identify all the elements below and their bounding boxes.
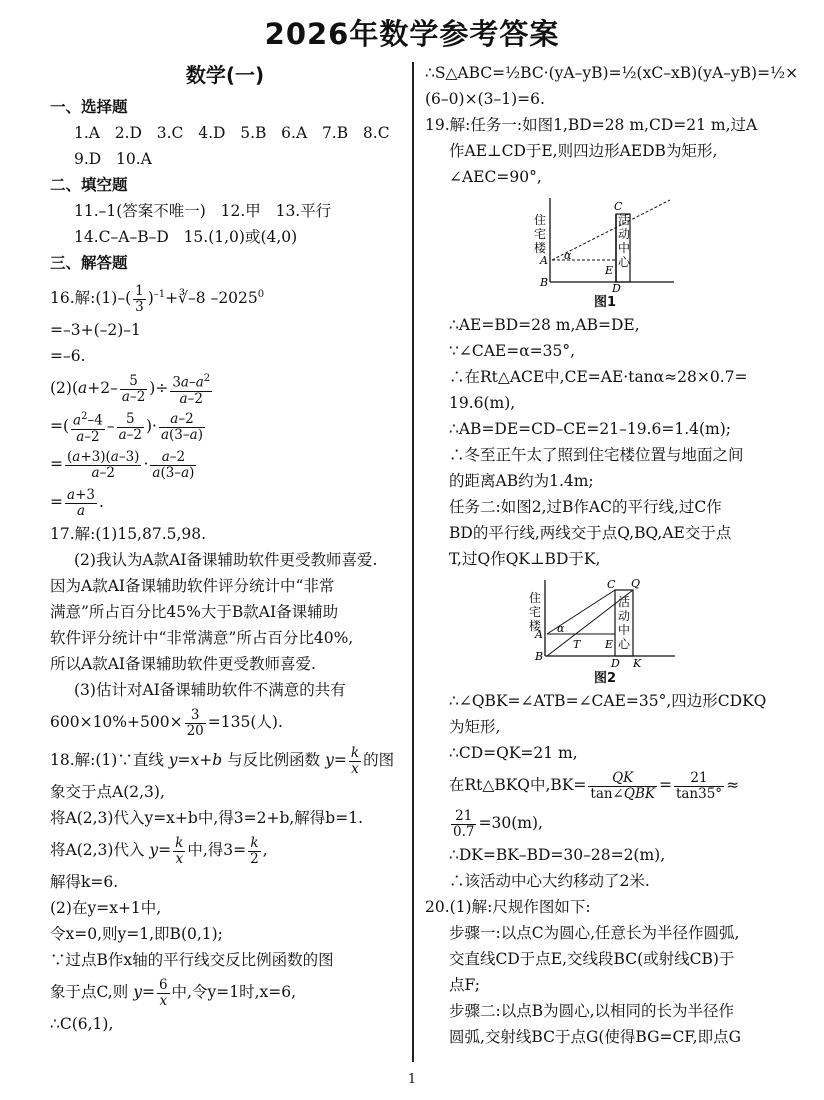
q19-line11: 任务二:如图2,过B作AC的平行线,过C作: [449, 498, 722, 516]
q18-line2: 象交于点A(2,3),: [50, 783, 165, 802]
q18-line8: ∵过点B作x轴的平行线交反比例函数的图: [50, 951, 334, 970]
q19-line3: ∠AEC=90°,: [449, 168, 542, 186]
q17-line1: 17.解:(1)15,87.5,98.: [50, 525, 207, 544]
q19-line7: 19.6(m),: [449, 394, 516, 412]
q18-line4: 将A(2,3)代入 y= $\frac{k}{x}$ 中,得3= $\frac{k}{2}$ ,: [50, 834, 268, 867]
fig2-point-d: D: [611, 657, 620, 668]
answer-14: 14.C–A–B–D: [74, 228, 169, 246]
answer-3: 3.C: [156, 124, 184, 142]
fig2-label-center-3: 中: [618, 623, 631, 637]
q18-line1: 18.解:(1)∵直线 y=x+b 与反比例函数 y= $\frac{k}{x}$ 的图: [50, 744, 395, 777]
q17-line6: 所以A款AI备课辅助软件更受教师喜爱.: [50, 655, 316, 674]
q19-line1: 19.解:任务一:如图1,BD=28 m,CD=21 m,过A: [425, 116, 758, 134]
fig2-point-e: E: [605, 638, 614, 651]
page-title: 2026年数学参考答案: [264, 17, 560, 51]
q19-line2: 作AE⊥CD于E,则四边形AEDB为矩形,: [449, 142, 718, 160]
q19-line5: ∵∠CAE=α=35°,: [449, 342, 576, 360]
answer-12: 12.甲: [220, 202, 261, 220]
section-choice: 一、选择题: [50, 98, 128, 116]
q17-line3: 因为A款AI备课辅助软件评分统计中“非常: [50, 577, 335, 596]
fig2-label-building-3: 楼: [529, 619, 542, 633]
q16-line4: (2)(a+2– $\frac{5}{a-2}$ )÷ $\frac{3a-a^2}{a-2}$: [50, 372, 211, 407]
q19-line19: ∴DK=BK–BD=30–28=2(m),: [449, 846, 666, 864]
fig2-label-center-4: 心: [618, 637, 631, 651]
q18-line9: 象于点C,则 y= $\frac{6}{x}$ 中,令y=1时,x=6,: [50, 976, 297, 1009]
fig1-label-center-2: 动: [618, 227, 631, 241]
fig1-label-building-3: 楼: [534, 241, 547, 255]
q19-line8: ∴AB=DE=CD–CE=21–19.6=1.4(m);: [449, 420, 731, 438]
q16-line2: =–3+(–2)–1: [50, 321, 141, 340]
fig1-point-e: E: [605, 264, 614, 277]
fig1-point-c: C: [614, 200, 623, 213]
answer-15: 15.(1,0)或(4,0): [183, 228, 298, 246]
answer-2: 2.D: [114, 124, 142, 142]
answer-10: 10.A: [116, 150, 152, 168]
q19-line9: ∴冬至正午太了照到住宅楼位置与地面之间: [449, 446, 744, 464]
answer-5: 5.B: [240, 124, 267, 142]
figure-1: [425, 194, 785, 292]
q17-line4: 满意”所占百分比45%大于B款AI备课辅助: [50, 603, 339, 622]
fig2-label-building-1: 住: [529, 591, 542, 605]
q17-line8: 600×10%+500× $\frac{3}{20}$ =135(人).: [50, 706, 283, 739]
fig1-point-b: B: [540, 276, 549, 289]
answer-11: 11.–1(答案不唯一): [74, 202, 206, 220]
left-column: [50, 60, 400, 1037]
fig1-point-a: A: [540, 254, 548, 267]
page-number: 1: [407, 1072, 417, 1087]
q20-line6: 圆弧,交射线BC于点G(使得BG=CF,即点G: [449, 1028, 741, 1046]
fig2-point-t: T: [573, 638, 581, 651]
q18-line5: 解得k=6.: [50, 873, 119, 892]
figure-2-diagram: [525, 576, 685, 668]
answer-8: 8.C: [362, 124, 390, 142]
fig1-label-center-3: 中: [618, 241, 631, 255]
figure-1-caption: 图1: [593, 295, 617, 310]
q20-line2: 步骤一:以点C为圆心,任意长为半径作圆弧,: [449, 924, 740, 942]
answer-13: 13.平行: [275, 202, 332, 220]
figure-2: [425, 576, 785, 668]
q19-line20: ∴该活动中心大约移动了2米.: [449, 872, 650, 890]
q18-line7: 令x=0,则y=1,即B(0,1);: [50, 925, 223, 944]
fig1-angle-alpha: α: [564, 249, 572, 262]
answer-7: 7.B: [321, 124, 349, 142]
fig2-label-center-1: 活: [618, 595, 631, 609]
answer-4: 4.D: [198, 124, 226, 142]
figure-1-diagram: [530, 194, 680, 292]
r-line2: (6–0)×(3–1)=6.: [425, 90, 545, 108]
fig2-point-b: B: [535, 650, 544, 663]
fig2-point-a: A: [535, 628, 543, 641]
q16-line7: = $\frac{a+3}{a}$ .: [50, 486, 104, 519]
fill-answers-row2: [50, 224, 400, 250]
fig1-label-center-4: 心: [618, 255, 631, 269]
q18-line10: ∴C(6,1),: [50, 1015, 114, 1034]
fig1-label-center-1: 活: [618, 213, 631, 227]
fig2-point-q: Q: [631, 577, 641, 590]
q19-line13: T,过Q作QK⊥BD于K,: [449, 550, 601, 568]
fig2-label-center-2: 动: [618, 609, 631, 623]
fill-answers-row1: [50, 198, 400, 224]
q18-line3: 将A(2,3)代入y=x+b中,得3=2+b,解得b=1.: [50, 809, 364, 828]
figure-2-caption: 图2: [593, 671, 617, 686]
q16-line1: 16.解:(1)–( $\frac{1}{3}$ )$^{-1}$+∛–8 –2025$^0$: [50, 282, 265, 315]
q19-line10: 的距离AB约为1.4m;: [449, 472, 594, 490]
choice-answers-row1: [50, 120, 400, 146]
q18-line6: (2)在y=x+1中,: [50, 899, 162, 918]
q16-line5: =( $\frac{a^2-4}{a-2}$ – $\frac{5}{a-2}$ )· $\frac{a-2}{a(3-a)}$: [50, 410, 203, 445]
q19-line15: 为矩形,: [449, 718, 501, 736]
fig1-point-d: D: [612, 282, 621, 292]
fig1-label-building-2: 宅: [534, 227, 547, 241]
q20-line5: 步骤二:以点B为圆心,以相同的长为半径作: [449, 1002, 735, 1020]
fig1-label-building-1: 住: [534, 213, 547, 227]
q16-line3: =–6.: [50, 347, 86, 366]
subtitle: 数学(一): [185, 63, 265, 87]
q19-line16: ∴CD=QK=21 m,: [449, 744, 578, 762]
fig2-point-k: K: [633, 657, 642, 668]
q19-line14: ∴∠QBK=∠ATB=∠CAE=35°,四边形CDKQ: [449, 692, 767, 710]
q19-line12: BD的平行线,两线交于点Q,BQ,AE交于点: [449, 524, 732, 542]
q17-line2: (2)我认为A款AI备课辅助软件更受教师喜爱.: [74, 551, 378, 570]
fig2-point-c: C: [607, 578, 616, 591]
q16-line6: = $\frac{(a+3)(a-3)}{a-2}$ · $\frac{a-2}{a(3-a)}$: [50, 448, 195, 481]
right-column: [425, 60, 799, 1050]
choice-answers-row2: [50, 146, 400, 172]
answer-9: 9.D: [74, 150, 102, 168]
section-solve: 三、解答题: [50, 254, 128, 272]
q17-line5: 软件评分统计中“非常满意”所占百分比40%,: [50, 629, 354, 648]
q19-line18: $\frac{21}{0.7}$ =30(m),: [453, 807, 543, 840]
q19-line6: ∴在Rt△ACE中,CE=AE·tanα≈28×0.7=: [449, 368, 748, 386]
q20-line3: 交直线CD于点E,交线段BC(或射线CB)于: [449, 950, 735, 968]
fig2-angle-alpha: α: [557, 622, 565, 635]
section-fill: 二、填空题: [50, 176, 128, 194]
fig2-label-building-2: 宅: [529, 605, 542, 619]
q19-line4: ∴AE=BD=28 m,AB=DE,: [449, 316, 640, 334]
answer-6: 6.A: [281, 124, 308, 142]
q17-line7: (3)估计对AI备课辅助软件不满意的共有: [74, 681, 346, 700]
q19-line17: 在Rt△BKQ中,BK= $\frac{QK}{\text{tan∠QBK}}$ = $\frac{21}{\tan 35^\circ}$ ≈: [449, 769, 740, 802]
r-line1: ∴S△ABC=½BC·(yA–yB)=½(xC–xB)(yA–yB)=½×: [425, 64, 799, 82]
answer-1: 1.A: [74, 124, 100, 142]
q20-line1: 20.(1)解:尺规作图如下:: [425, 898, 591, 916]
q20-line4: 点F;: [449, 976, 480, 994]
column-divider: [412, 62, 414, 1062]
